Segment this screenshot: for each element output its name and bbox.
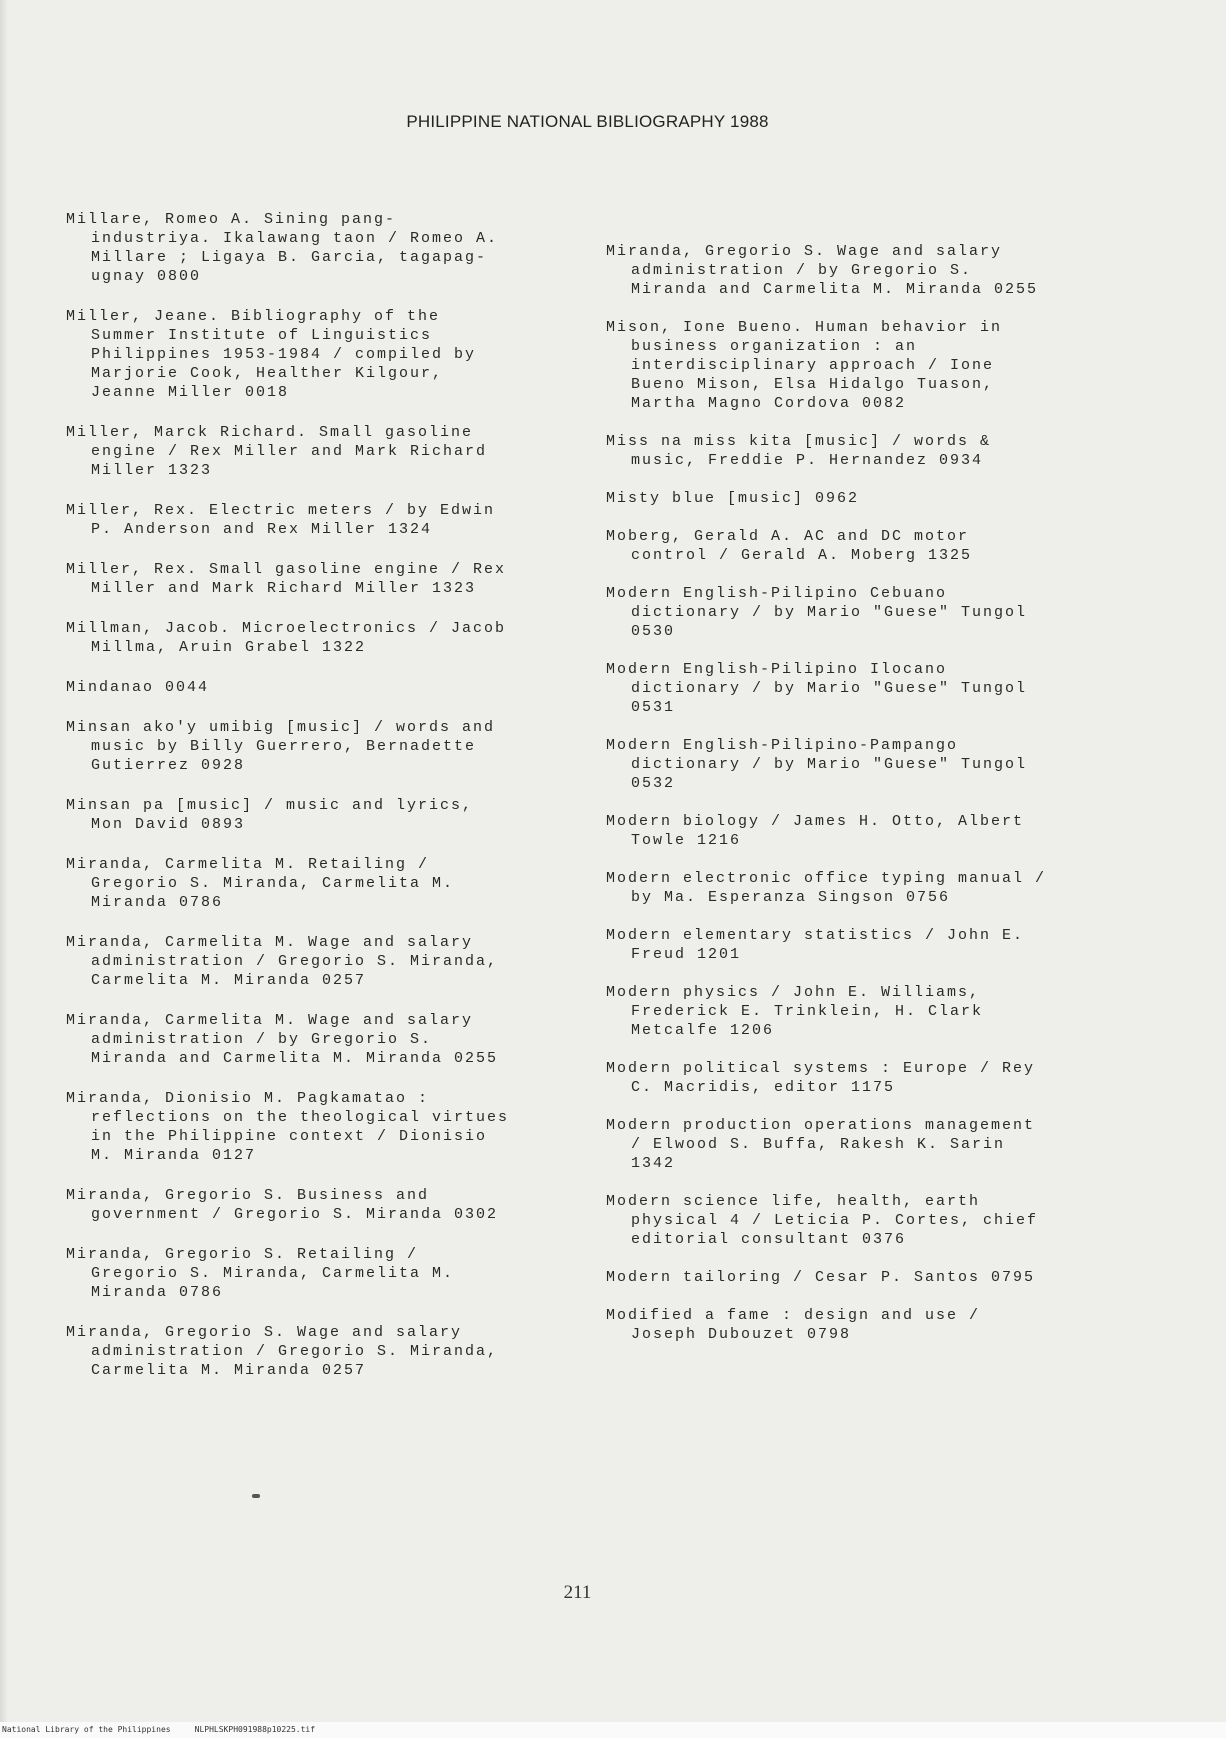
bibliography-entry: Modern tailoring / Cesar P. Santos 0795 [606,1269,1036,1286]
bibliography-entry: Miller, Jeane. Bibliography of the Summer Institute of Linguistics Philippines 1953-1984 / compiled by Marjorie Cook, Healther Kilgour, Jeanne Miller 0018 [66,308,477,401]
bibliography-entry: Miranda, Gregorio S. Retailing / Gregorio S. Miranda, Carmelita M. Miranda 0786 [66,1246,455,1301]
bibliography-entry: Miller, Rex. Electric meters / by Edwin P. Anderson and Rex Miller 1324 [66,502,496,538]
bibliography-entry: Miranda, Gregorio S. Business and government / Gregorio S. Miranda 0302 [66,1187,499,1223]
bibliography-entry: Modern English-Pilipino Cebuano dictionary / by Mario "Guese" Tungol 0530 [606,585,1028,640]
bibliography-entry: Modern physics / John E. Williams, Frederick E. Trinklein, H. Clark Metcalfe 1206 [606,984,984,1039]
right-column [606,242,1126,1363]
bibliography-entry: Miller, Marck Richard. Small gasoline engine / Rex Miller and Mark Richard Miller 1323 [66,424,488,479]
bibliography-entry: Miranda, Gregorio S. Wage and salary administration / Gregorio S. Miranda, Carmelita M. Miranda 0257 [66,1324,499,1379]
bibliography-entry: Modern elementary statistics / John E. Freud 1201 [606,927,1025,963]
bibliography-entry: Mindanao 0044 [66,679,210,696]
left-column [66,210,566,1401]
bibliography-entry: Miranda, Carmelita M. Wage and salary administration / by Gregorio S. Miranda and Carmelita M. Miranda 0255 [66,1012,499,1067]
scan-shadow [0,0,8,1722]
bibliography-entry: Modern electronic office typing manual / by Ma. Esperanza Singson 0756 [606,870,1047,906]
bibliography-entry: Modern English-Pilipino-Pampango dictionary / by Mario "Guese" Tungol 0532 [606,737,1028,792]
scan-speck [252,1494,260,1498]
bibliography-entry: Modern science life, health, earth physical 4 / Leticia P. Cortes, chief editorial consultant 0376 [606,1193,1039,1248]
bibliography-entry: Minsan ako'y umibig [music] / words and music by Billy Guerrero, Bernadette Gutierrez 0928 [66,719,496,774]
bibliography-entry: Moberg, Gerald A. AC and DC motor control / Gerald A. Moberg 1325 [606,528,973,564]
page-number: 211 [563,1582,592,1603]
bibliography-entry: Miss na miss kita [music] / words & music, Freddie P. Hernandez 0934 [606,433,992,469]
scan-footer: National Library of the Philippines NLPHLSKPH091988p10225.tif [0,1722,1226,1738]
bibliography-entry: Misty blue [music] 0962 [606,490,860,507]
bibliography-entry: Miranda, Carmelita M. Wage and salary administration / Gregorio S. Miranda, Carmelita M. Miranda 0257 [66,934,499,989]
bibliography-entry: Modified a fame : design and use / Joseph Dubouzet 0798 [606,1307,981,1343]
bibliography-entry: Modern production operations management / Elwood S. Buffa, Rakesh K. Sarin 1342 [606,1117,1036,1172]
bibliography-entry: Millman, Jacob. Microelectronics / Jacob Millma, Aruin Grabel 1322 [66,620,507,656]
bibliography-entry: Miranda, Carmelita M. Retailing / Gregorio S. Miranda, Carmelita M. Miranda 0786 [66,856,455,911]
bibliography-entry: Miller, Rex. Small gasoline engine / Rex Miller and Mark Richard Miller 1323 [66,561,507,597]
bibliography-entry: Modern English-Pilipino Ilocano dictionary / by Mario "Guese" Tungol 0531 [606,661,1028,716]
page-title: PHILIPPINE NATIONAL BIBLIOGRAPHY 1988 [406,112,769,131]
bibliography-entry: Mison, Ione Bueno. Human behavior in business organization : an interdisciplinary approach / Ione Bueno Mison, Elsa Hidalgo Tuason, Martha Magno Cordova 0082 [606,319,1003,412]
bibliography-entry: Minsan pa [music] / music and lyrics, Mon David 0893 [66,797,474,833]
bibliography-entry: Modern political systems : Europe / Rey C. Macridis, editor 1175 [606,1060,1036,1096]
bibliography-entry: Miranda, Gregorio S. Wage and salary administration / by Gregorio S. Miranda and Carmelita M. Miranda 0255 [606,243,1039,298]
bibliography-entry: Modern biology / James H. Otto, Albert Towle 1216 [606,813,1025,849]
bibliography-entry: Millare, Romeo A. Sining pang- industriya. Ikalawang taon / Romeo A. Millare ; Ligaya B. Garcia, tagapag- ugnay 0800 [66,211,499,285]
bibliography-entry: Miranda, Dionisio M. Pagkamatao : reflections on the theological virtues in the Philippine context / Dionisio M. Miranda 0127 [66,1090,510,1164]
